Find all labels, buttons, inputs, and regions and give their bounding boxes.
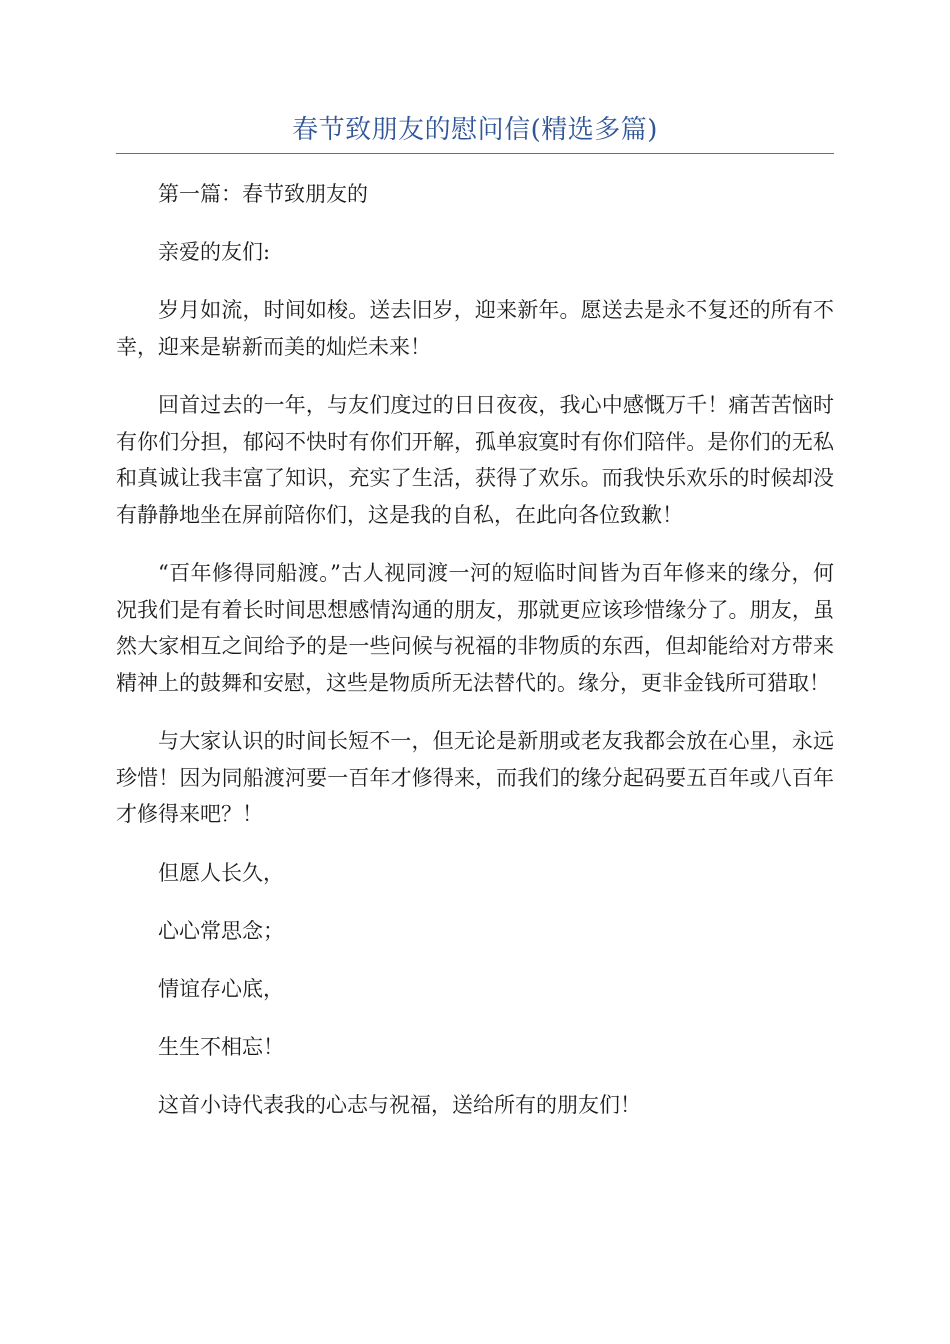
document-body <box>116 176 834 1145</box>
poem-line: 心心常思念； <box>158 918 284 943</box>
closing-paragraph: 这首小诗代表我的心志与祝福，送给所有的朋友们！ <box>158 1092 641 1117</box>
body-paragraph: “百年修得同船渡。”古人视同渡一河的短临时间皆为百年修来的缘分，何况我们是有着长时间思想感情沟通的朋友，那就更应该珍惜缘分了。朋友，虽然大家相互之间给予的是一些问候与祝福的非物质的东西，但却能给对方带来精神上的鼓舞和安慰，这些是物质所无法替代的。缘分，更非金钱所可猎取！ <box>116 561 834 695</box>
body-paragraph: 回首过去的一年，与友们度过的日日夜夜，我心中感慨万千！痛苦苦恼时有你们分担，郁闷不快时有你们开解，孤单寂寞时有你们陪伴。是你们的无私和真诚让我丰富了知识，充实了生活，获得了欢乐。而我快乐欢乐的时候却没有静静地坐在屏前陪你们，这是我的自私，在此向各位致歉！ <box>116 393 834 527</box>
title-underline <box>116 153 834 154</box>
document-title: 春节致朋友的慰问信(精选多篇) <box>292 115 658 145</box>
body-paragraph: 岁月如流，时间如梭。送去旧岁，迎来新年。愿送去是永不复还的所有不幸，迎来是崭新而美的灿烂未来！ <box>116 298 834 359</box>
salutation: 亲爱的友们: <box>158 240 271 264</box>
poem-line: 但愿人长久， <box>158 860 284 885</box>
poem-line: 情谊存心底， <box>158 976 284 1001</box>
poem-line: 生生不相忘！ <box>158 1034 284 1059</box>
section-heading: 第一篇：春节致朋友的 <box>158 182 368 206</box>
body-paragraph: 与大家认识的时间长短不一，但无论是新朋或老友我都会放在心里，永远珍惜！因为同船渡河要一百年才修得来，而我们的缘分起码要五百年或八百年才修得来吧？！ <box>116 729 834 826</box>
